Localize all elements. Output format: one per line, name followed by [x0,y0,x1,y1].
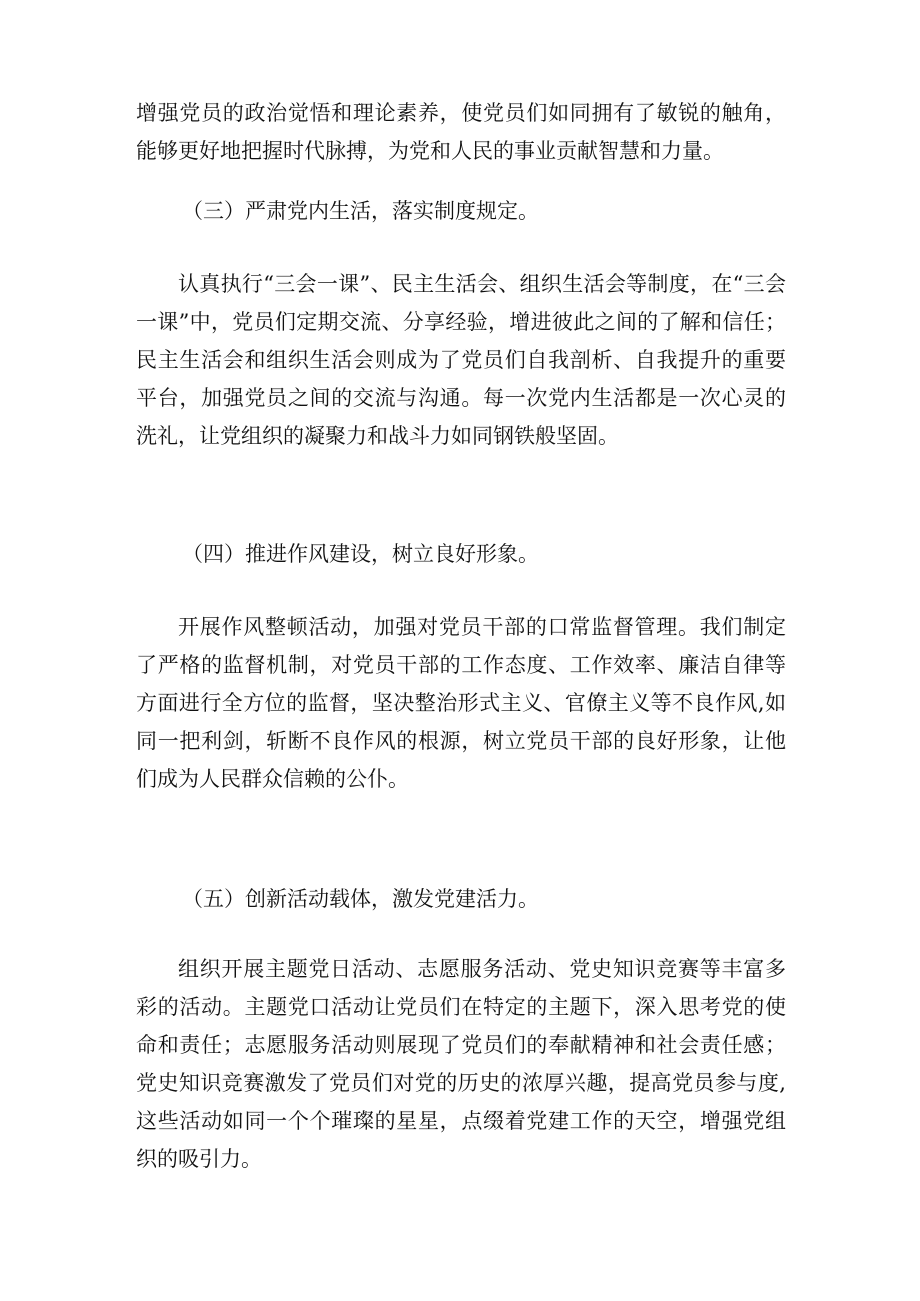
section-heading-5: （五）创新活动载体，激发党建活力。 [182,887,539,911]
section-heading-4: （四）推进作风建设，树立良好形象。 [182,542,539,566]
paragraph-section-4: 开展作风整顿活动，加强对党员干部的口常监督管理。我们制定了严格的监督机制，对党员干部的工作态度、工作效率、廉洁自律等方面进行全方位的监督，坚决整治形式主义、官僚主义等不良作风,如同一把利剑，斩断不良作风的根源，树立党员干部的良好形象，让他们成为人民群众信赖的公仆。 [136,615,786,791]
paragraph-section-3: 认真执行“三会一课”、民主生活会、组织生活会等制度，在“三会一课”中，党员们定期交流、分享经验，增进彼此之间的了解和信任；民主生活会和组织生活会则成为了党员们自我剖析、自我提升的重要平台，加强党员之间的交流与沟通。每一次党内生活都是一次心灵的洗礼，让党组织的凝聚力和战斗力如同钢铁般坚固。 [136,272,786,448]
paragraph-section-5: 组织开展主题党日活动、志愿服务活动、党史知识竞赛等丰富多彩的活动。主题党口活动让党员们在特定的主题下，深入思考党的使命和责任；志愿服务活动则展现了党员们的奉献精神和社会责任感；党史知识竞赛激发了党员们对党的历史的浓厚兴趣，提高党员参与度,这些活动如同一个个璀璨的星星，点缀着党建工作的天空，增强党组织的吸引力。 [136,957,786,1171]
section-heading-3: （三）严肃党内生活，落实制度规定。 [182,199,539,223]
paragraph-intro: 增强党员的政治觉悟和理论素养，使党员们如同拥有了敏锐的触角，能够更好地把握时代脉搏，为党和人民的事业贡献智慧和力量。 [136,101,786,163]
